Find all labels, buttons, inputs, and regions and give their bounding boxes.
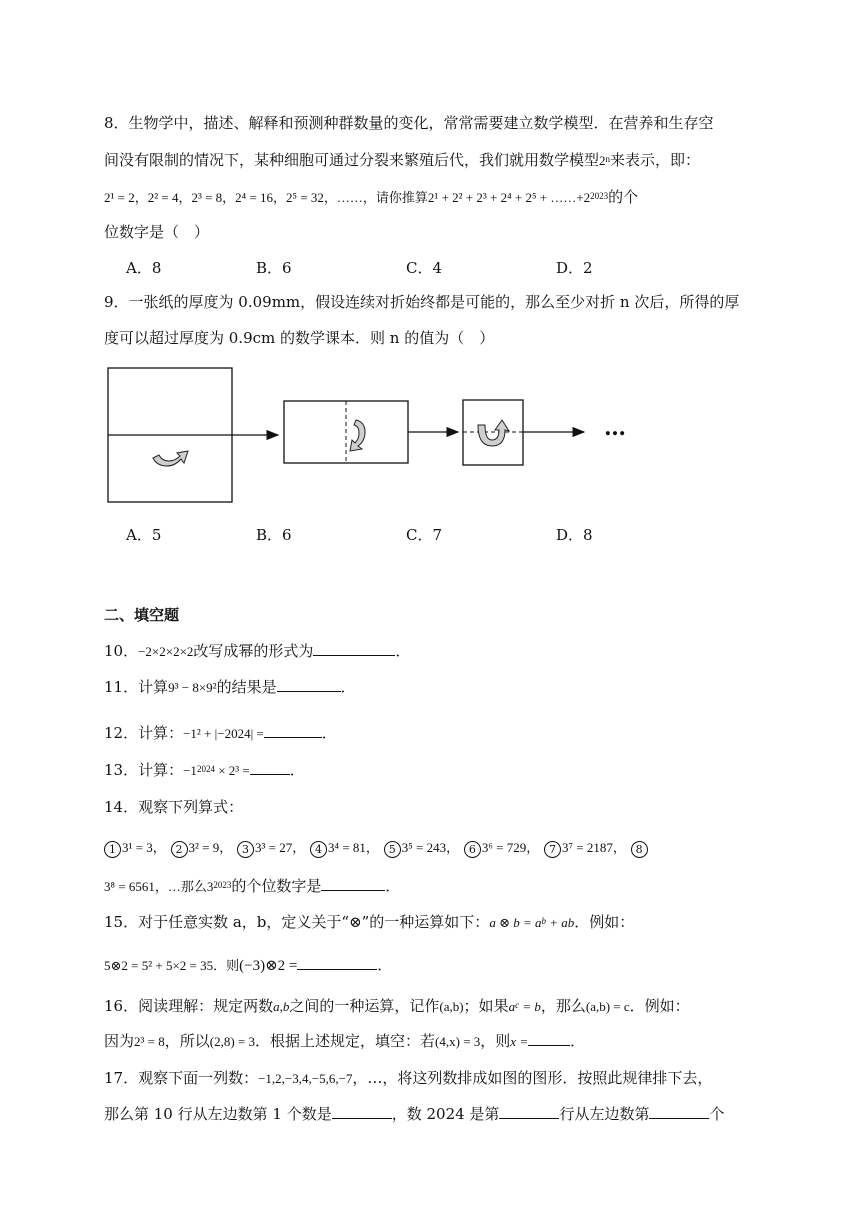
model-formula: 2$^n$ (599, 153, 611, 168)
eq-item-4: 4 3⁴ = 81， (310, 838, 379, 856)
q13: 13．计算：$-1^{2024} \times 2^3$ = ． (104, 761, 305, 779)
eq-item-7: 7 3⁷ = 2187， (544, 838, 626, 856)
q8-option-c: C．4 (406, 259, 443, 277)
q8-line3: 2¹ = 2，2² = 4，2³ = 8，2⁴ = 16，2⁵ = 32，……，请你推算$2^1 + 2^2 + 2^3 + 2^4 + 2^5 + \dots\dots+2^{2023}$的个 (104, 188, 639, 206)
q12: 12．计算：−1² + |−2024| = ． (104, 724, 337, 742)
eq-item-1: 1 3¹ = 3， (104, 838, 166, 856)
answer-blank[interactable] (264, 723, 322, 738)
eq-item-5: 5 3⁵ = 243， (384, 838, 459, 856)
q14-equations (104, 837, 649, 858)
eq-item-6: 6 3⁶ = 729， (464, 838, 539, 856)
answer-blank[interactable] (277, 677, 341, 692)
answer-blank[interactable] (332, 1104, 392, 1119)
q9-option-c: C．7 (406, 526, 443, 544)
answer-blank[interactable] (321, 876, 385, 891)
q14-title: 14．观察下列算式： (104, 798, 244, 816)
sum-expression: $2^1 + 2^2 + 2^3 + 2^4 + 2^5 + \dots\dots+2^{2023}$ (427, 190, 609, 205)
answer-blank[interactable] (297, 955, 377, 970)
section-heading: 二、填空题 (104, 606, 180, 624)
q10: 10．−2×2×2×2改写成幂的形式为 ． (104, 642, 411, 660)
q9-option-b: B．6 (256, 526, 292, 544)
q8-option-a: A．8 (126, 259, 162, 277)
q8-line2: 间没有限制的情况下，某种细胞可通过分裂来繁殖后代，我们就用数学模型2$^n$来表示，即： (104, 151, 701, 169)
eq-item-3: 3 3³ = 27， (237, 838, 305, 856)
answer-blank[interactable] (649, 1104, 709, 1119)
answer-blank[interactable] (499, 1104, 559, 1119)
q8-option-d: D．2 (556, 259, 593, 277)
q9-line1: 9．一张纸的厚度为 0.09mm，假设连续对折始终都是可能的，那么至少对折 n 次后，所得的厚 (104, 293, 740, 311)
fold-curl-icon-2 (350, 420, 365, 451)
q15-line2: 5⊗2 = 5² + 5×2 = 35．则(−3)⊗2 = ． (104, 956, 393, 974)
q17-line1: 17．观察下面一列数：−1,2,−3,4,−5,6,−7，…，将这列数排成如图的图形．按照此规律排下去， (104, 1069, 713, 1087)
figure-ellipsis: … (604, 415, 627, 441)
q15-line1: 15．对于任意实数 a，b，定义关于“⊗”的一种运算如下：a ⊗ $b = a^b$ + ab．例如： (104, 913, 635, 931)
eq-item-8: 8 (631, 838, 649, 856)
eq-item-2: 2 3² = 9， (171, 838, 233, 856)
answer-blank[interactable] (313, 641, 395, 656)
q9-option-a: A．5 (126, 526, 162, 544)
fold-curl-icon-1 (153, 451, 188, 466)
q9-line2: 度可以超过厚度为 0.9cm 的数学课本．则 n 的值为（ ） (104, 329, 495, 347)
q9-option-d: D．8 (556, 526, 593, 544)
q14-line3: 3⁸ = 6561，…那么$3^{2023}$的个位数字是 ． (104, 877, 401, 895)
q16-line1: 16．阅读理解：规定两数a,b之间的一种运算，记作(a,b)；如果$a^c = b$，那么(a,b) = c．例如： (104, 997, 690, 1015)
answer-blank[interactable] (250, 760, 290, 775)
fold-curl-icon-3 (478, 420, 509, 446)
answer-blank[interactable] (528, 1031, 570, 1046)
q11: 11．计算9³ − 8×9²的结果是 ． (104, 678, 356, 696)
q17-line2: 那么第 10 行从左边数第 1 个数是 ，数 2024 是第 行从左边数第 个 (104, 1105, 725, 1123)
q16-line2: 因为2³ = 8，所以(2,8) = 3．根据上述规定，填空：若(4,x) = 3，则x = ． (104, 1032, 586, 1050)
q8-line4: 位数字是（ ） (104, 223, 210, 241)
q8-line1: 8．生物学中，描述、解释和预测种群数量的变化，常常需要建立数学模型．在营养和生存空 (104, 114, 714, 132)
q8-option-b: B．6 (256, 259, 292, 277)
